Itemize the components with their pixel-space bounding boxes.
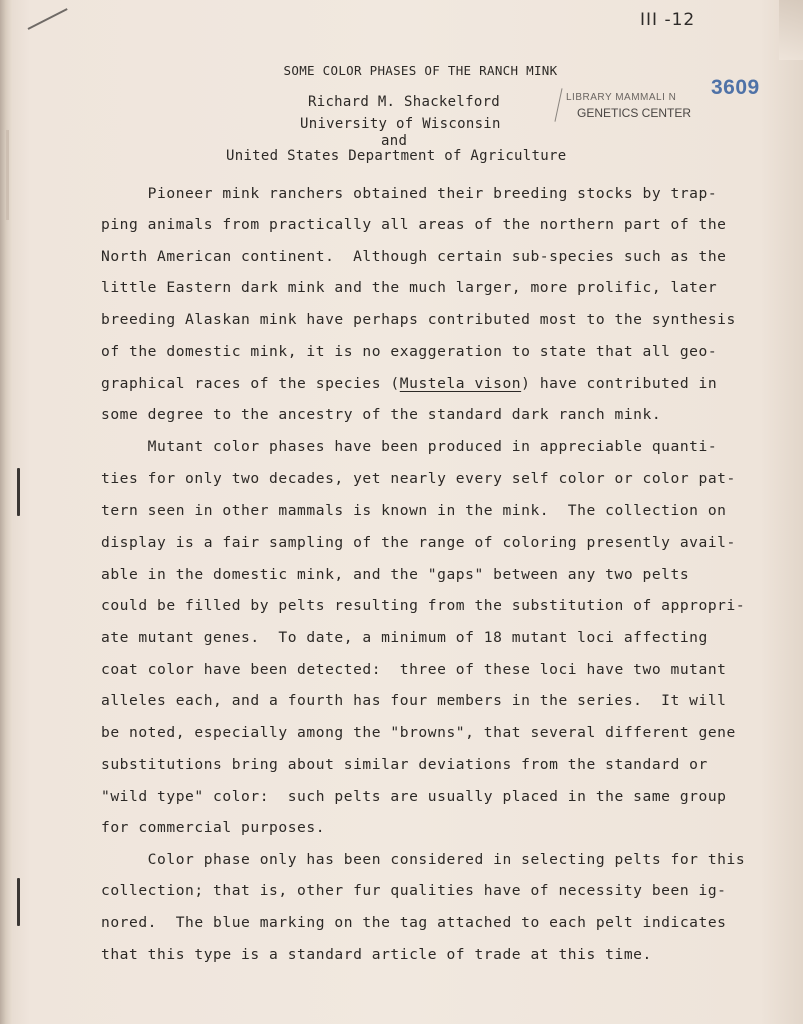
text-line — [101, 851, 745, 869]
line-text: for commercial purposes. — [101, 819, 326, 836]
author-department: United States Department of Agriculture — [226, 148, 567, 164]
line-text: little Eastern dark mink and the much larger, more prolific, later — [101, 279, 718, 296]
staple-bottom — [17, 878, 20, 926]
staple-top — [17, 468, 20, 516]
line-text: ) have contributed in — [521, 375, 718, 392]
text-line — [101, 216, 727, 234]
text-line — [101, 788, 727, 806]
text-line — [101, 185, 717, 203]
text-line — [101, 946, 652, 964]
text-line — [101, 914, 727, 932]
line-text: be noted, especially among the "browns", that several different gene — [101, 724, 736, 741]
line-text: some degree to the ancestry of the standard dark ranch mink. — [101, 406, 662, 423]
line-text: that this type is a standard article of trade at this time. — [101, 946, 652, 963]
library-stamp: LIBRARY MAMMALI N — [566, 92, 677, 103]
text-line — [101, 597, 745, 615]
paper-tear — [6, 130, 9, 220]
text-line — [101, 248, 727, 266]
accession-number: 3609 — [711, 76, 760, 99]
affiliation-conjunction: and — [381, 133, 408, 149]
line-text: ping animals from practically all areas of the northern part of the — [101, 216, 727, 233]
author-institution: University of Wisconsin — [300, 116, 501, 132]
text-line — [101, 375, 717, 393]
text-line — [101, 279, 717, 297]
species-name: Mustela vison — [399, 375, 522, 392]
line-text: of the domestic mink, it is no exaggeration to state that all geo- — [101, 343, 718, 360]
line-text: alleles each, and a fourth has four members in the series. It will — [101, 692, 727, 709]
text-line — [101, 756, 708, 774]
text-line — [101, 534, 736, 552]
text-line — [101, 819, 325, 837]
line-text: breeding Alaskan mink have perhaps contributed most to the synthesis — [101, 311, 736, 328]
text-line — [101, 343, 717, 361]
stamp-divider — [554, 88, 562, 121]
line-text: nored. The blue marking on the tag attached to each pelt indicates — [101, 914, 727, 931]
text-line — [101, 661, 727, 679]
document-title: SOME COLOR PHASES OF THE RANCH MINK — [283, 63, 558, 78]
line-text: could be filled by pelts resulting from the substitution of appropri- — [101, 597, 746, 614]
line-text: North American continent. Although certain sub-species such as the — [101, 248, 727, 265]
text-line — [101, 470, 736, 488]
genetics-center-stamp: GENETICS CENTER — [577, 106, 692, 120]
author-name: Richard M. Shackelford — [308, 94, 501, 110]
text-line — [101, 502, 727, 520]
handwritten-reference: III -12 — [640, 10, 696, 30]
line-text: Color phase only has been considered in selecting pelts for this — [101, 851, 746, 868]
text-line — [101, 629, 708, 647]
line-text: Pioneer mink ranchers obtained their breeding stocks by trap- — [101, 185, 718, 202]
text-line — [101, 882, 727, 900]
corner-shadow — [779, 0, 803, 60]
line-text: ties for only two decades, yet nearly every self color or color pat- — [101, 470, 736, 487]
line-text: ate mutant genes. To date, a minimum of 18 mutant loci affecting — [101, 629, 708, 646]
text-line — [101, 724, 736, 742]
text-line — [101, 692, 727, 710]
line-text: graphical races of the species ( — [101, 375, 400, 392]
line-text: Mutant color phases have been produced in appreciable quanti- — [101, 438, 718, 455]
line-text: able in the domestic mink, and the "gaps" between any two pelts — [101, 566, 690, 583]
line-text: tern seen in other mammals is known in the mink. The collection on — [101, 502, 727, 519]
text-line — [101, 438, 717, 456]
line-text: substitutions bring about similar deviations from the standard or — [101, 756, 708, 773]
text-line — [101, 566, 689, 584]
line-text: display is a fair sampling of the range of coloring presently avail- — [101, 534, 736, 551]
line-text: coat color have been detected: three of these loci have two mutant — [101, 661, 727, 678]
line-text: collection; that is, other fur qualities have of necessity been ig- — [101, 882, 727, 899]
pencil-mark — [28, 8, 68, 30]
line-text: "wild type" color: such pelts are usually placed in the same group — [101, 788, 727, 805]
text-line — [101, 406, 661, 424]
text-line — [101, 311, 736, 329]
